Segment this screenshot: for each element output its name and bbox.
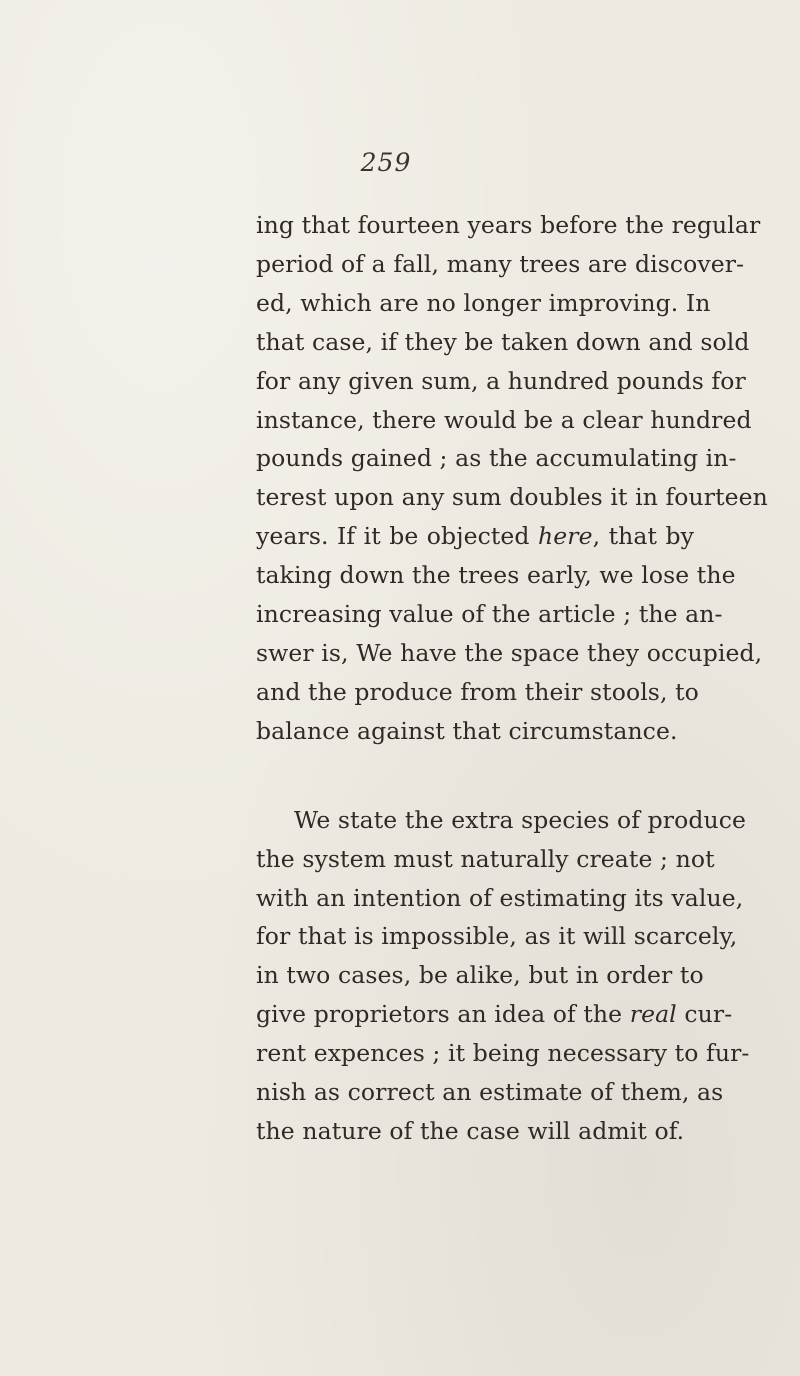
text-line: terest upon any sum doubles it in fourteen — [256, 483, 768, 512]
paragraph-1 — [256, 206, 768, 751]
text-fragment: years. If it be objected — [256, 522, 538, 551]
paragraph-gap — [256, 751, 694, 801]
text-line: nish as correct an estimate of them, as — [256, 1078, 724, 1107]
text-line: period of a fall, many trees are discover- — [256, 249, 745, 278]
text-line: ed, which are no longer improving. In — [256, 288, 711, 317]
italic-word: real — [629, 1000, 677, 1029]
text-fragment: , that by — [592, 522, 694, 551]
paragraph-2 — [256, 801, 750, 1151]
text-line: the system must naturally create ; not — [256, 844, 715, 873]
text-line: the nature of the case will admit of. — [256, 1116, 685, 1145]
text-line: for any given sum, a hundred pounds for — [256, 366, 746, 395]
text-line: with an intention of estimating its value, — [256, 883, 744, 912]
text-line: swer is, We have the space they occupied, — [256, 638, 763, 667]
text-line: pounds gained ; as the accumulating in- — [256, 444, 737, 473]
text-line-with-italic — [256, 995, 733, 1034]
text-line: instance, there would be a clear hundred — [256, 405, 752, 434]
text-line: and the produce from their stools, to — [256, 677, 699, 706]
page-number: 259 — [360, 148, 412, 177]
text-line: that case, if they be taken down and sold — [256, 327, 750, 356]
text-line-with-italic — [256, 517, 694, 556]
text-line: in two cases, be alike, but in order to — [256, 961, 704, 990]
text-fragment: give proprietors an idea of the — [256, 1000, 630, 1029]
text-line: We state the extra species of produce — [294, 805, 747, 834]
text-fragment: cur- — [676, 1000, 733, 1029]
text-line: ing that fourteen years before the regular — [256, 211, 761, 239]
italic-word: here — [538, 522, 593, 551]
text-line: taking down the trees early, we lose the — [256, 561, 736, 590]
page-text — [256, 206, 768, 1151]
text-line: balance against that circumstance. — [256, 716, 678, 745]
text-line: increasing value of the article ; the an- — [256, 600, 723, 629]
text-line: for that is impossible, as it will scarcely, — [256, 922, 738, 951]
text-line: rent expences ; it being necessary to fur- — [256, 1039, 750, 1068]
